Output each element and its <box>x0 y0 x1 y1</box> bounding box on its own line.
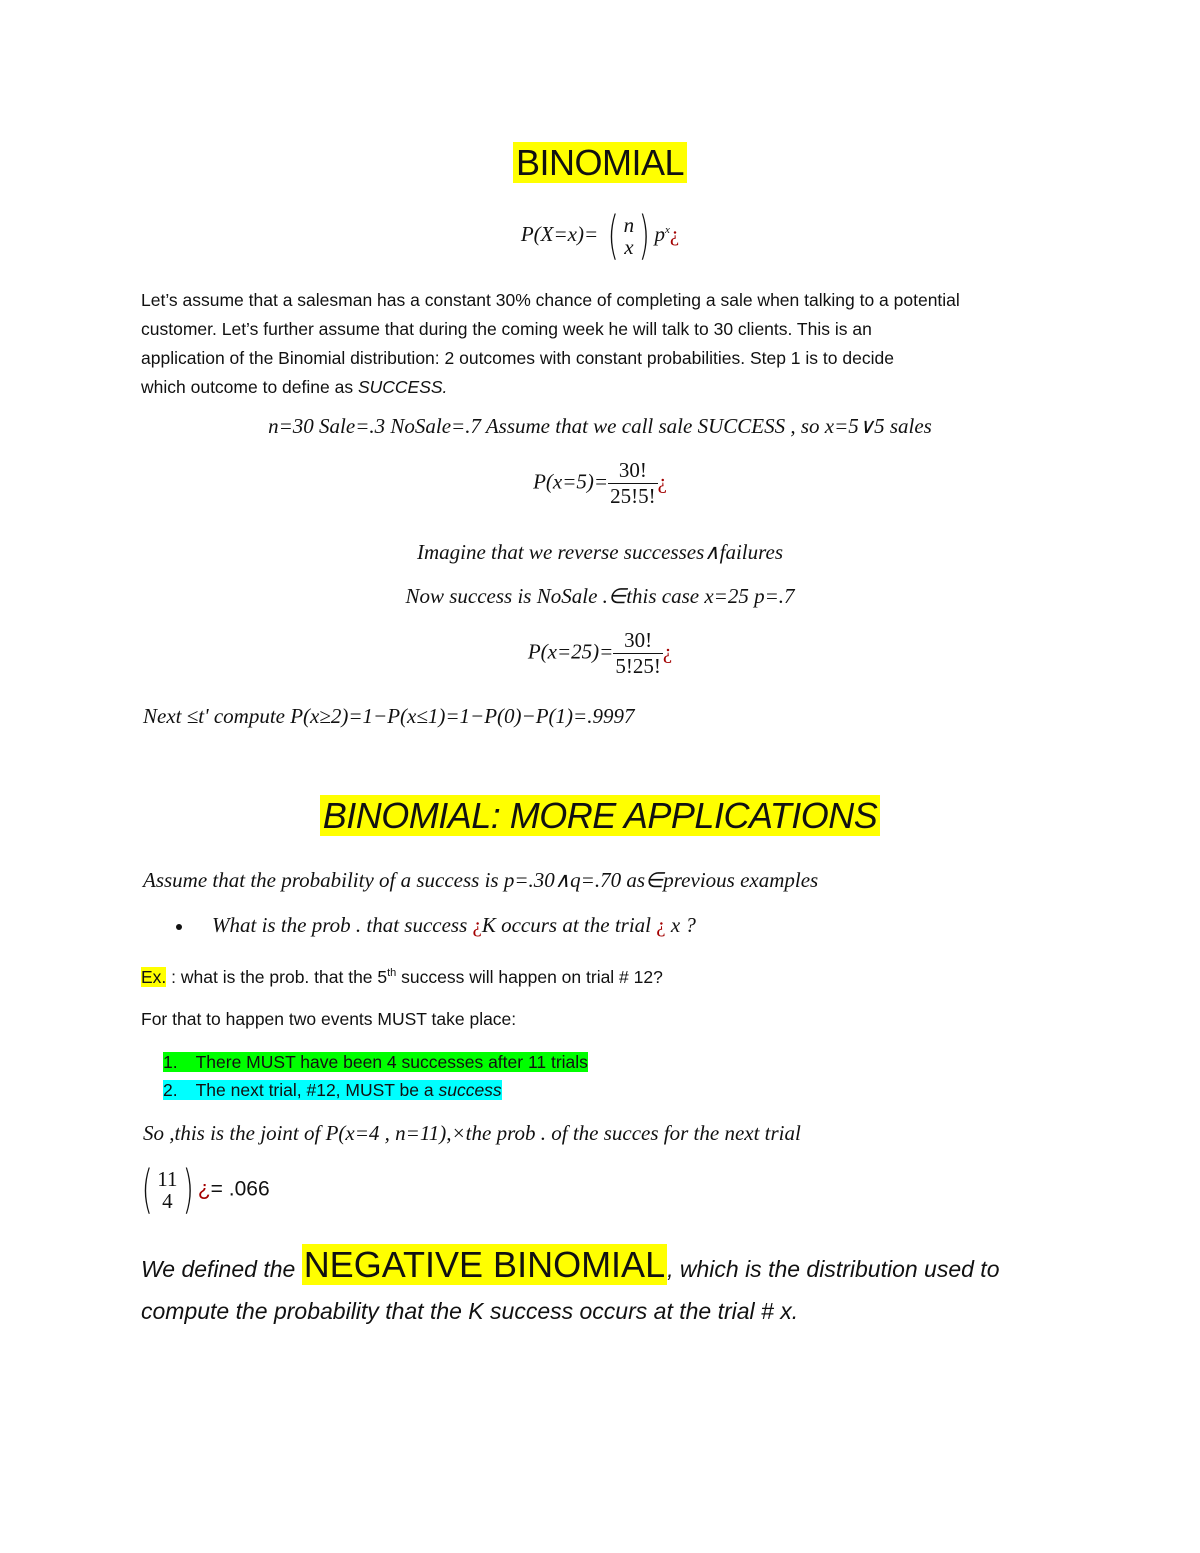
bullet-text: x ? <box>665 913 696 937</box>
binom-bottom: 4 <box>162 1189 173 1213</box>
left-paren: ( <box>141 1160 153 1220</box>
closing-text: , which is the distribution used to <box>667 1256 1000 1282</box>
list-text: The next trial, #12, MUST be a <box>195 1080 439 1100</box>
list-number: 2. <box>163 1080 178 1100</box>
bullet-question <box>176 913 696 938</box>
formula-tail: ¿ <box>669 221 680 246</box>
list-text: There MUST have been 4 successes after 11 trials <box>195 1052 588 1072</box>
negative-binomial-highlight: NEGATIVE BINOMIAL <box>303 1244 666 1285</box>
now-success-line <box>0 584 1200 609</box>
joint-line <box>143 1121 801 1146</box>
next-compute-line <box>143 704 634 729</box>
example-text: : what is the prob. that the 5 <box>166 966 388 987</box>
imagine-text: Imagine that we reverse successes∧failures <box>416 540 784 564</box>
for-that-line <box>141 1005 516 1034</box>
formula-p: p <box>654 221 665 246</box>
next-compute-text: Next ≤t' compute P(x≥2)=1−P(x≤1)=1−P(0)−P(1)=.9997 <box>143 704 635 728</box>
binomial-coefficient <box>603 206 654 266</box>
binomial-coefficient <box>137 1160 198 1220</box>
paragraph-line: customer. Let’s further assume that during the coming week he will talk to 30 clients. This is an <box>141 319 872 339</box>
paragraph-line <box>141 373 1071 402</box>
bullet-red-glyph: ¿ <box>656 913 666 937</box>
fraction-p25 <box>613 628 663 679</box>
imagine-line <box>0 540 1200 565</box>
list-item-highlight <box>163 1080 502 1100</box>
binom-top: n <box>623 213 635 237</box>
bullet-icon <box>176 924 182 930</box>
example-line <box>141 959 663 992</box>
paragraph-text: which outcome to define as <box>141 377 358 397</box>
right-paren: ) <box>638 206 650 266</box>
equation-p25-lhs: P(x=25)= <box>527 639 614 664</box>
joint-text: So ,this is the joint of P(x=4 , n=11),×the prob . of the succes for the next trial <box>143 1121 801 1145</box>
assume-line <box>143 868 818 893</box>
example-superscript: th <box>387 967 397 979</box>
equation-p5-lhs: P(x=5)= <box>533 469 609 494</box>
example-text: success will happen on trial # 12? <box>396 966 663 987</box>
events-list <box>163 1048 588 1104</box>
right-paren: ) <box>182 1160 194 1220</box>
equation-tail: ¿ <box>657 469 667 494</box>
binom-bottom: x <box>624 235 634 259</box>
bullet-red-glyph: ¿ <box>472 913 482 937</box>
list-item <box>163 1048 588 1076</box>
bullet-text: K occurs at the trial <box>481 913 657 937</box>
closing-line <box>141 1244 1081 1290</box>
list-number: 1. <box>163 1052 178 1072</box>
closing-text: We defined the <box>141 1256 302 1282</box>
binomial-result <box>137 1160 270 1220</box>
formula-exponent: x <box>664 223 670 236</box>
result-tail: ¿ <box>197 1177 211 1201</box>
fraction-numerator: 30! <box>613 628 663 654</box>
paragraph-line: application of the Binomial distribution: 2 outcomes with constant probabilities. Step 1 is to decide <box>141 348 894 368</box>
example-label: Ex. <box>141 966 167 987</box>
title-text: BINOMIAL <box>513 142 687 183</box>
section-title-binomial <box>0 142 1200 184</box>
for-that-text: For that to happen two events MUST take place: <box>141 1009 517 1029</box>
equation-p5 <box>0 458 1200 509</box>
list-item-highlight <box>163 1052 588 1072</box>
left-paren: ( <box>607 206 620 266</box>
now-success-text: Now success is NoSale .∈this case x=25 p=.7 <box>405 584 795 608</box>
fraction-denominator: 5!25! <box>615 654 661 678</box>
success-word: SUCCESS. <box>357 377 448 397</box>
equation-tail: ¿ <box>662 639 673 664</box>
fraction-p5 <box>608 458 658 509</box>
intro-paragraph <box>141 286 1071 402</box>
fraction-denominator: 25!5! <box>610 484 656 508</box>
assume-text: Assume that the probability of a success is p=.30∧q=.70 as∈previous examples <box>143 868 819 892</box>
equation-n <box>0 414 1200 439</box>
paragraph-line: Let’s assume that a salesman has a constant 30% chance of completing a sale when talking to a potential <box>141 290 960 310</box>
equation-n-text: n=30 Sale=.3 NoSale=.7 Assume that we call sale SUCCESS , so x=5∨5 sales <box>268 414 932 438</box>
section-title-more-applications <box>0 795 1200 837</box>
list-text-italic: success <box>438 1080 502 1100</box>
binom-top: 11 <box>157 1167 178 1191</box>
formula-lhs: P(X=x)= <box>520 221 599 246</box>
bullet-text: What is the prob . that success <box>212 913 473 937</box>
binomial-formula <box>0 206 1200 266</box>
result-value: = .066 <box>210 1177 270 1201</box>
equation-p25 <box>0 628 1200 679</box>
closing-line: compute the probability that the K success occurs at the trial # x. <box>141 1298 799 1324</box>
title-text: BINOMIAL: MORE APPLICATIONS <box>320 795 881 836</box>
closing-paragraph <box>141 1244 1081 1332</box>
list-item <box>163 1076 588 1104</box>
fraction-numerator: 30! <box>608 458 658 484</box>
